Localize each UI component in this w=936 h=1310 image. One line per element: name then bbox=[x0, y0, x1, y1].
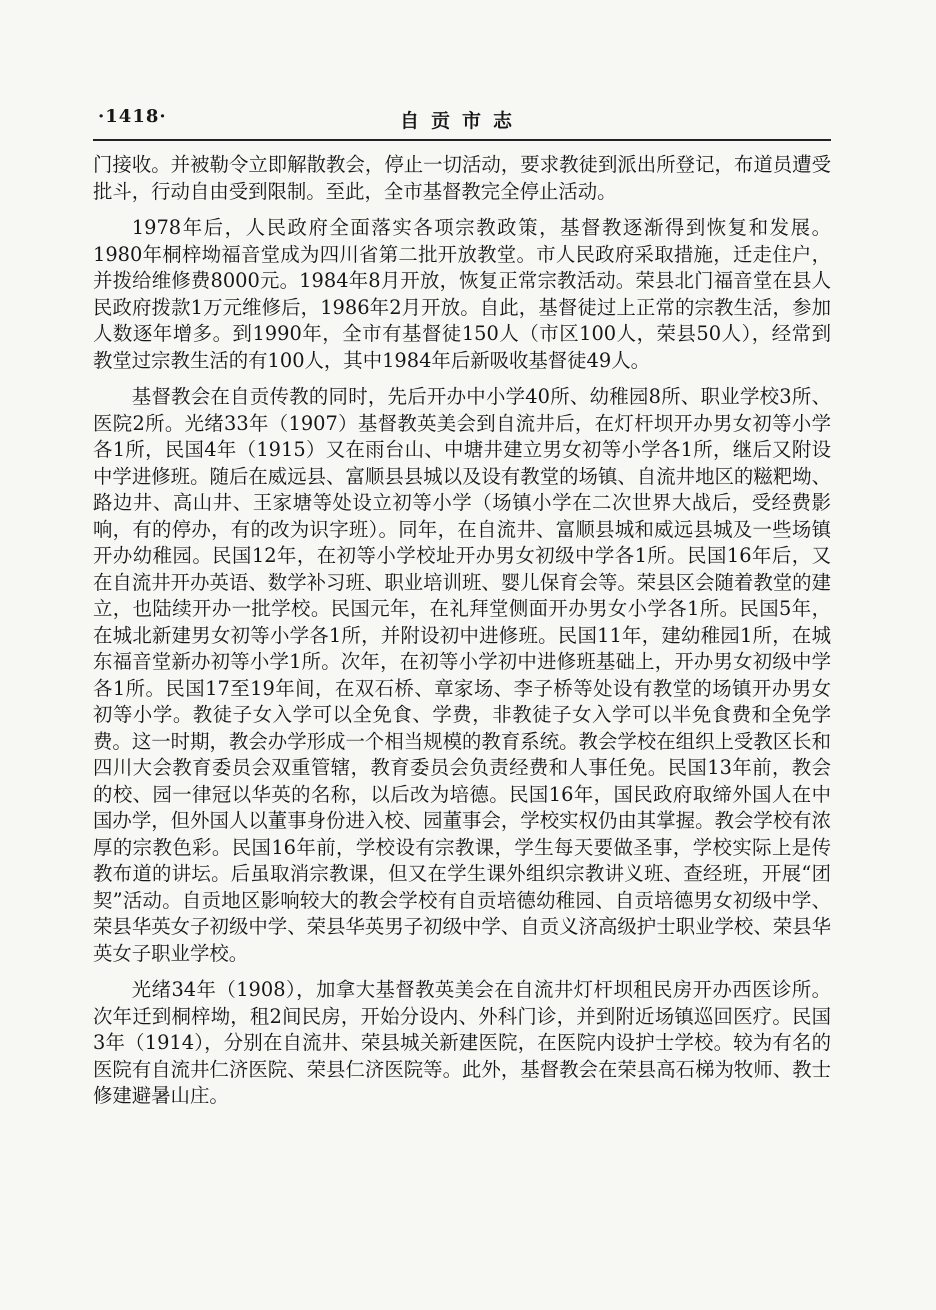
body-text bbox=[93, 152, 831, 1120]
page-header bbox=[94, 104, 830, 134]
header-rule bbox=[93, 139, 831, 141]
page-number: ·1418· bbox=[98, 106, 167, 127]
paragraph: 1978年后，人民政府全面落实各项宗教政策，基督教逐渐得到恢复和发展。1980年桐梓坳福音堂成为四川省第二批开放教堂。市人民政府采取措施，迁走住户，并拨给维修费8000元。1984年8月开放，恢复正常宗教活动。荣县北门福音堂在县人民政府拨款1万元维修后，1986年2月开放。自此，基督徒过上正常的宗教生活，参加人数逐年增多。到1990年，全市有基督徒150人（市区100人，荣县50人），经常到教堂过宗教生活的有100人，其中1984年后新吸收基督徒49人。 bbox=[93, 216, 831, 372]
running-title: 自贡市志 bbox=[399, 110, 524, 132]
paragraph: 光绪34年（1908），加拿大基督教英美会在自流井灯杆坝租民房开办西医诊所。次年迁到桐梓坳，租2间民房，开始分设内、外科门诊，并到附近场镇巡回医疗。民国3年（1914），分别在自流井、荣县城关新建医院，在医院内设护士学校。较为有名的医院有自流井仁济医院、荣县仁济医院等。此外，基督教会在荣县高石梯为牧师、教士修建避暑山庄。 bbox=[93, 978, 831, 1107]
paragraph: 基督教会在自贡传教的同时，先后开办中小学40所、幼稚园8所、职业学校3所、医院2所。光绪33年（1907）基督教英美会到自流井后，在灯杆坝开办男女初等小学各1所，民国4年（1915）又在雨台山、中塘井建立男女初等小学各1所，继后又附设中学进修班。随后在威远县、富顺县县城以及设有教堂的场镇、自流井地区的糍粑坳、路边井、高山井、王家塘等处设立初等小学（场镇小学在二次世界大战后，受经费影响，有的停办，有的改为识字班）。同年，在自流井、富顺县城和威远县城及一些场镇开办幼稚园。民国12年，在初等小学校址开办男女初级中学各1所。民国16年后，又在自流井开办英语、数学补习班、职业培训班、婴儿保育会等。荣县区会随着教堂的建立，也陆续开办一批学校。民国元年，在礼拜堂侧面开办男女小学各1所。民国5年，在城北新建男女初等小学各1所，并附设初中进修班。民国11年，建幼稚园1所，在城东福音堂新办初等小学1所。次年，在初等小学初中进修班基础上，开办男女初级中学各1所。民国17至19年间，在双石桥、章家场、李子桥等处设有教堂的场镇开办男女初等小学。教徒子女入学可以全免食、学费，非教徒子女入学可以半免食费和全免学费。这一时期，教会办学形成一个相当规模的教育系统。教会学校在组织上受教区长和四川大会教育委员会双重管辖，教育委员会负责经费和人事任免。民国13年前，教会的校、园一律冠以华英的名称，以后改为培德。民国16年，国民政府取缔外国人在中国办学，但外国人以董事身份进入校、园董事会，学校实权仍由其掌握。教会学校有浓厚的宗教色彩。民国16年前，学校设有宗教课，学生每天要做圣事，学校实际上是传教布道的讲坛。后虽取消宗教课，但又在学生课外组织宗教讲义班、查经班，开展“团契”活动。自贡地区影响较大的教会学校有自贡培德幼稚园、自贡培德男女初级中学、荣县华英女子初级中学、荣县华英男子初级中学、自贡义济高级护士职业学校、荣县华英女子职业学校。 bbox=[93, 385, 831, 965]
paragraph-continued: 门接收。并被勒令立即解散教会，停止一切活动，要求教徒到派出所登记，布道员遭受批斗，行动自由受到限制。至此，全市基督教完全停止活动。 bbox=[93, 153, 831, 203]
